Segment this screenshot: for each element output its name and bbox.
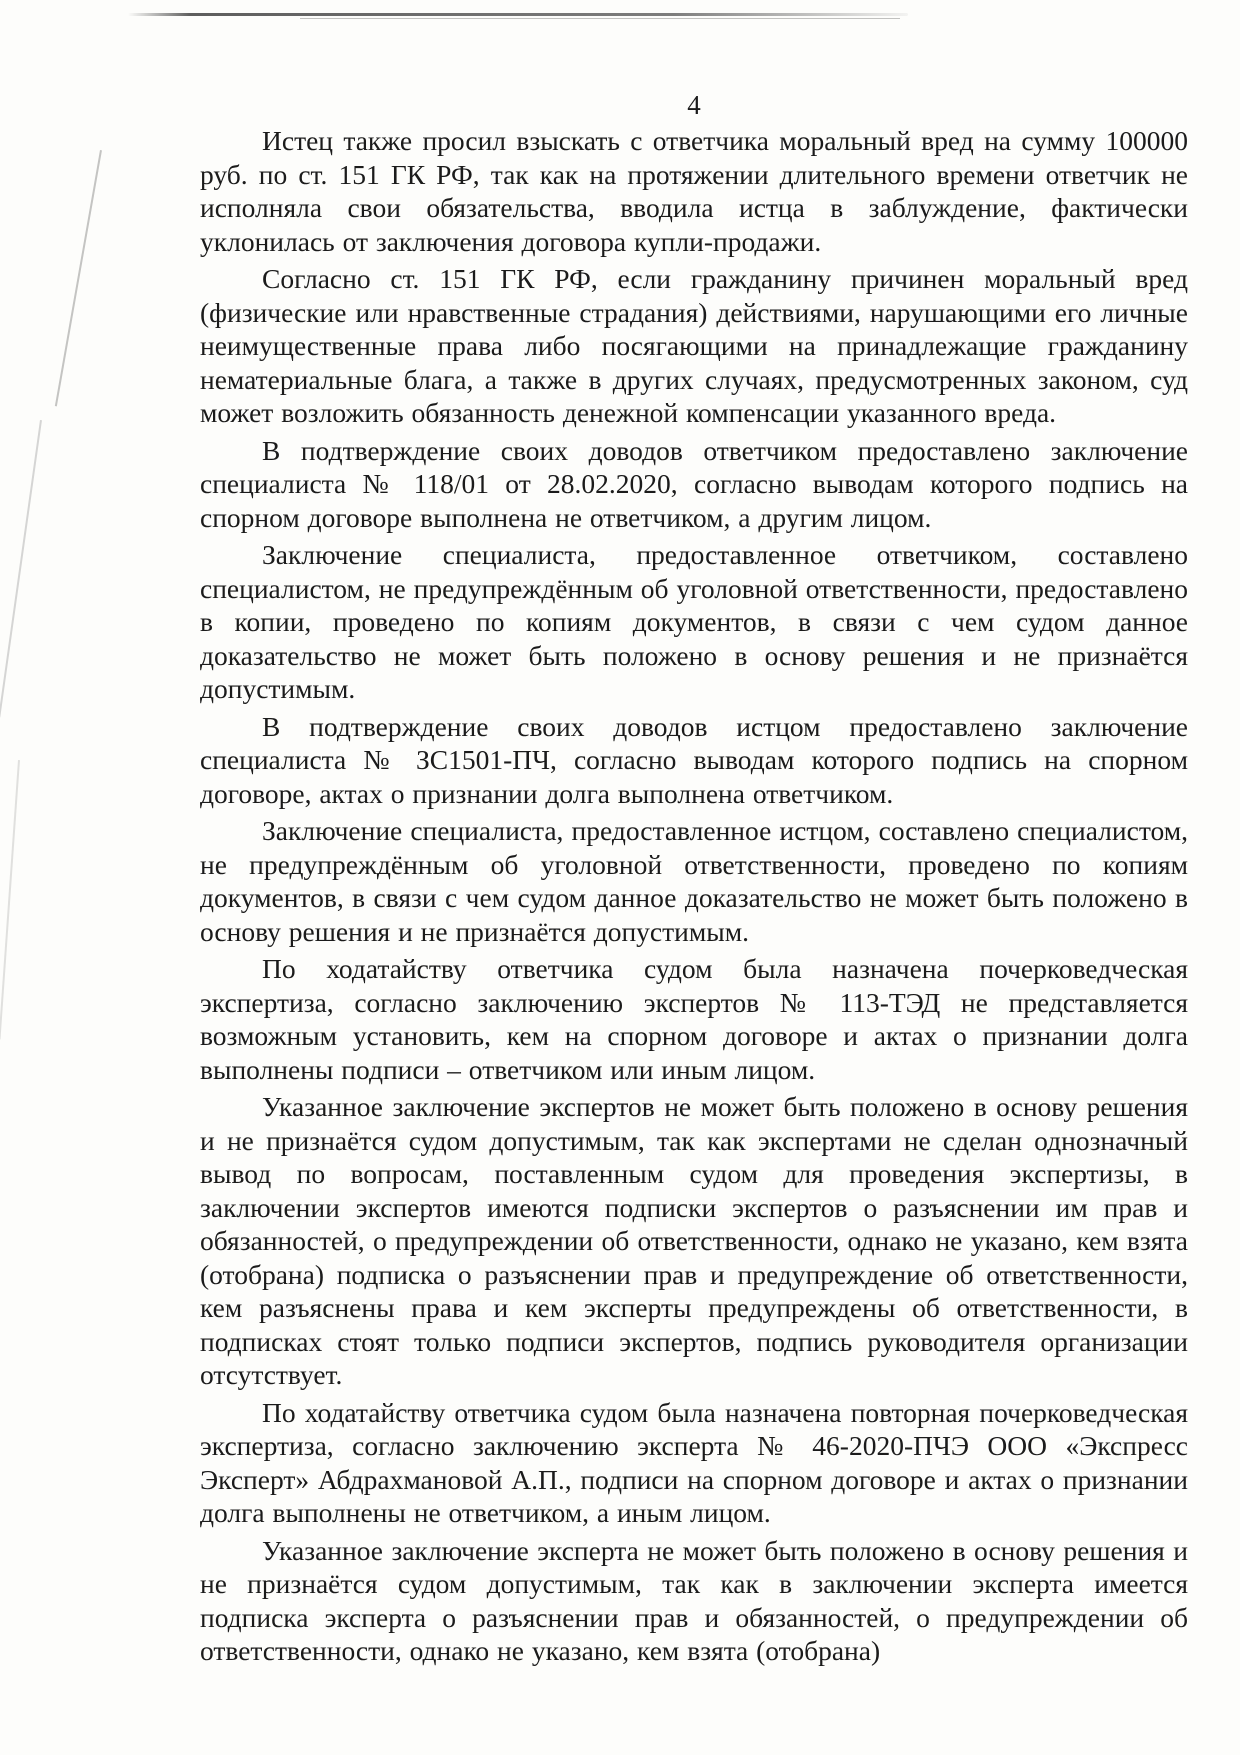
scan-margin-streak [0,760,20,1039]
page-number: 4 [687,90,701,120]
paragraph-article-151: Согласно ст. 151 ГК РФ, если гражданину причинен моральный вред (физические или нравственные страдания) действиями, нарушающими его личные неимущественные права либо посягающими на принадлежащие гражданину нематериальные блага, а также в других случаях, предусмотренных законом, суд может возложить обязанность денежной компенсации указанного вреда. [200,263,1188,428]
paragraph-handwriting-expertise: По ходатайству ответчика судом была назначена почерковедческая экспертиза, согласно заключению экспертов № 113-ТЭД не представляется возможным установить, кем на спорном договоре и актах о признании долга выполнены подписи – ответчиком или иным лицом. [200,953,1188,1085]
paragraph-defendant-specialist-conclusion: В подтверждение своих доводов ответчиком предоставлено заключение специалиста № 118/01 от 28.02.2020, согласно выводам которого подпись на спорном договоре выполнена не ответчиком, а другим лицом. [200,434,1188,533]
paragraph-moral-damage-claim: Истец также просил взыскать с ответчика моральный вред на сумму 100000 руб. по ст. 151 ГК РФ, так как на протяжении длительного времени ответчик не исполняла свои обязательства, вводила истца в заблуждение, фактически уклонилась от заключения договора купли-продажи. [200,125,1188,257]
paragraph-repeat-expertise-rejected: Указанное заключение эксперта не может быть положено в основу решения и не признаётся судом допустимым, так как в заключении эксперта имеется подписка эксперта о разъяснении прав и обязанностей, о предупреждении об ответственности, однако не указано, кем взята (отобрана) [200,1534,1188,1666]
paragraph-repeat-expertise: По ходатайству ответчика судом была назначена повторная почерковедческая экспертиза, согласно заключению эксперта № 46-2020-ПЧЭ ООО «Экспресс Эксперт» Абдрахмановой А.П., подписи на спорном договоре и актах о признании долга выполнены не ответчиком, а иным лицом. [200,1396,1188,1528]
paragraph-plaintiff-conclusion-rejected: Заключение специалиста, предоставленное истцом, составлено специалистом, не предупреждённым об уголовной ответственности, проведено по копиям документов, в связи с чем судом данное доказательство не может быть положено в основу решения и не признаётся допустимым. [200,815,1188,947]
paragraph-defendant-conclusion-rejected: Заключение специалиста, предоставленное ответчиком, составлено специалистом, не предупреждённым об уголовной ответственности, предоставлено в копии, проведено по копиям документов, в связи с чем судом данное доказательство не может быть положено в основу решения и не признаётся допустимым. [200,539,1188,704]
document-page [200,88,1188,1672]
scan-margin-streak [55,150,102,406]
scan-margin-streak [0,420,42,717]
scan-edge-line [128,13,908,16]
scan-edge-line-faint [300,18,900,19]
paragraph-plaintiff-specialist-conclusion: В подтверждение своих доводов истцом предоставлено заключение специалиста № ЗС1501-ПЧ, согласно выводам которого подпись на спорном договоре, актах о признании долга выполнена ответчиком. [200,710,1188,809]
paragraph-expertise-rejected: Указанное заключение экспертов не может быть положено в основу решения и не признаётся судом допустимым, так как экспертами не сделан однозначный вывод по вопросам, поставленным судом для проведения экспертизы, в заключении экспертов имеются подписки экспертов о разъяснении им прав и обязанностей, о предупреждении об ответственности, однако не указано, кем взята (отобрана) подписка о разъяснении прав и предупреждение об ответственности, кем разъяснены права и кем эксперты предупреждены об ответственности, в подписках стоят только подписи экспертов, подпись руководителя организации отсутствует. [200,1091,1188,1390]
